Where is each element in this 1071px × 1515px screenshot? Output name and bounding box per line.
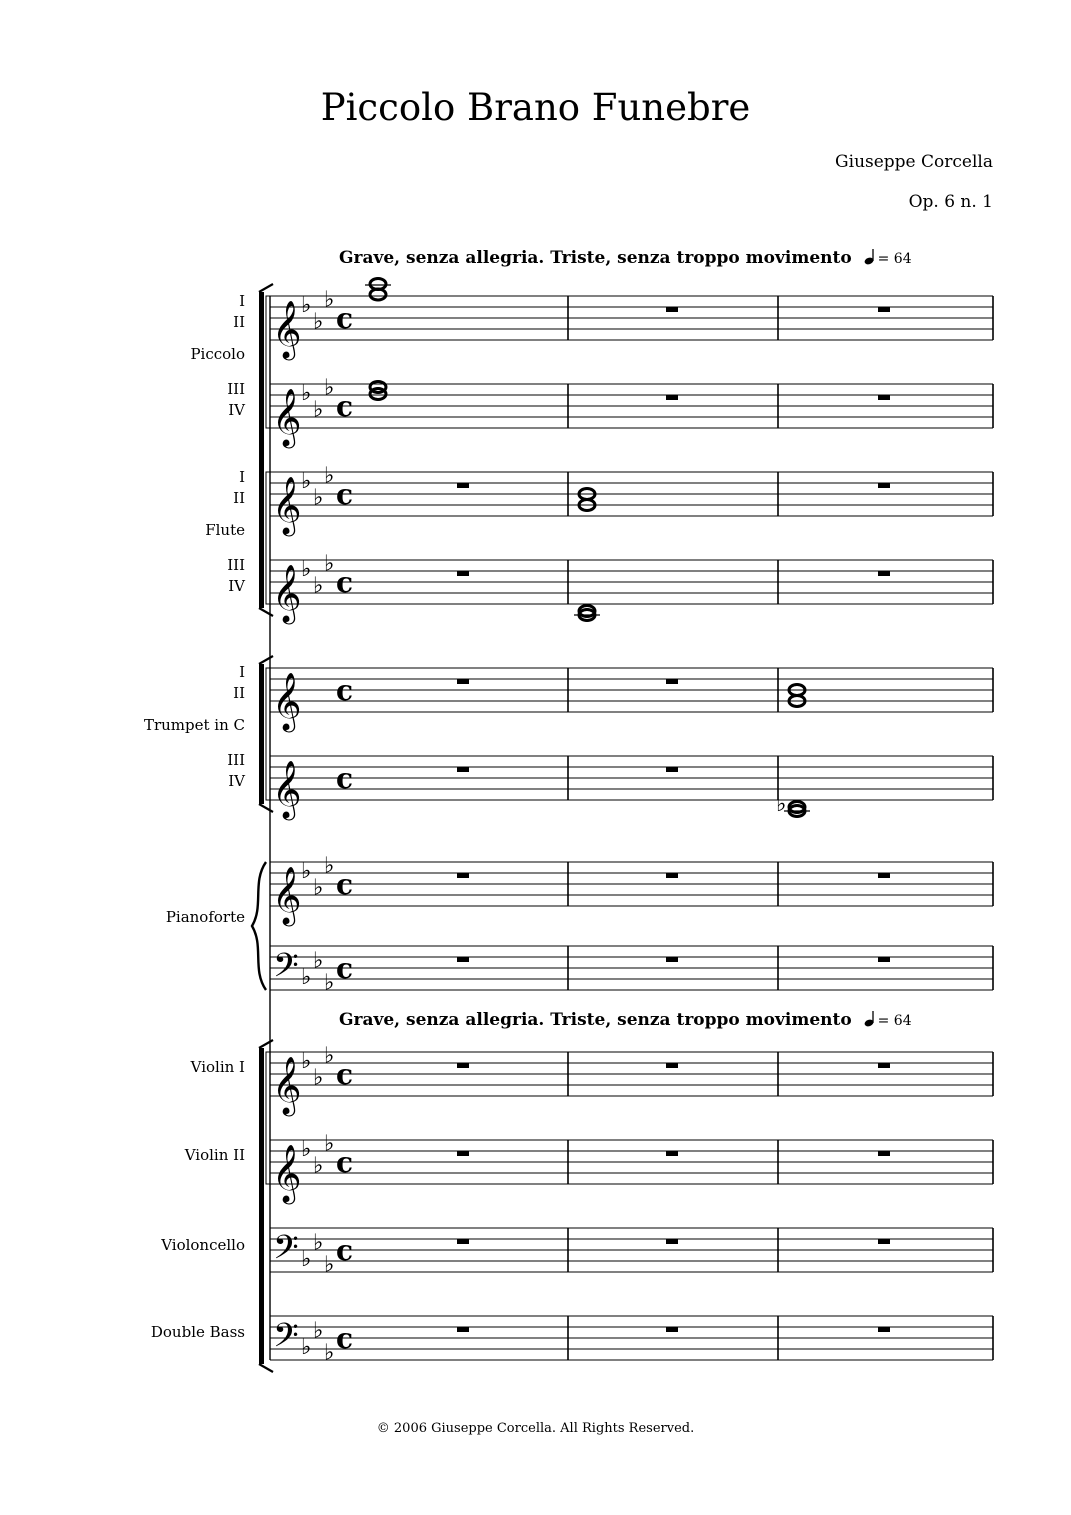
instrument-label-violoncello: Violoncello [161,1236,245,1254]
flat-icon: ♭ [301,1335,312,1360]
part-label-piccolo-iv: IV [228,401,245,419]
whole-rest-icon [878,1063,890,1068]
part-label-flute-iv: IV [228,577,245,595]
whole-rest-icon [666,1151,678,1156]
flat-icon: ♭ [313,397,324,423]
flat-icon: ♭ [324,287,335,313]
whole-rest-icon [457,767,469,772]
treble-clef-icon: 𝄞 [272,388,302,446]
bass-clef-icon: 𝄢 [273,1229,299,1275]
flat-icon: ♭ [313,309,324,335]
group-bracket [259,1048,264,1364]
common-time-icon: c [336,868,354,901]
common-time-icon: c [336,1322,354,1355]
composer-name: Giuseppe Corcella [835,152,993,172]
part-label-flute-i: I [239,468,245,486]
whole-rest-icon [457,1151,469,1156]
whole-rest-icon [457,571,469,576]
common-time-icon: c [336,762,354,795]
flat-icon: ♭ [301,293,312,318]
treble-clef-icon: 𝄞 [272,564,302,622]
common-time-icon: c [336,478,354,511]
part-label-piccolo-ii: II [233,313,245,331]
instrument-label-double-bass: Double Bass [150,1323,245,1341]
whole-rest-icon [457,957,469,962]
whole-rest-icon [878,1151,890,1156]
metronome-value: = 64 [877,251,912,267]
treble-clef-icon: 𝄞 [272,1144,302,1202]
flat-icon: ♭ [301,469,312,494]
common-time-icon: c [336,674,354,707]
whole-rest-icon [878,1327,890,1332]
treble-clef-icon: 𝄞 [272,300,302,358]
treble-clef-icon: 𝄞 [272,476,302,534]
flat-icon: ♭ [324,551,335,577]
flat-icon: ♭ [301,1049,312,1074]
instrument-label-flute: Flute [205,521,245,539]
tempo-text: Grave, senza allegria. Triste, senza troppo movimento [339,248,852,268]
part-label-trumpet-iii: III [227,751,245,769]
whole-rest-icon [666,1063,678,1068]
flat-icon: ♭ [313,948,324,974]
part-label-trumpet-i: I [239,663,245,681]
common-time-icon: c [336,302,354,335]
whole-rest-icon [666,395,678,400]
treble-clef-icon: 𝄞 [272,866,302,924]
flat-icon: ♭ [301,1247,312,1272]
whole-rest-icon [878,957,890,962]
flat-icon: ♭ [313,485,324,511]
instrument-label-pianoforte: Pianoforte [165,908,245,926]
whole-rest-icon [878,873,890,878]
opus-number: Op. 6 n. 1 [908,192,993,212]
part-label-piccolo-iii: III [227,380,245,398]
whole-rest-icon [666,307,678,312]
whole-rest-icon [878,1239,890,1244]
flat-icon: ♭ [301,381,312,406]
flat-icon: ♭ [301,965,312,990]
whole-rest-icon [457,679,469,684]
treble-clef-icon: 𝄞 [272,760,302,818]
flat-icon: ♭ [324,1252,335,1278]
flat-icon: ♭ [324,1340,335,1366]
flat-icon: ♭ [301,1137,312,1162]
whole-rest-icon [666,1327,678,1332]
common-time-icon: c [336,1146,354,1179]
part-label-trumpet-iv: IV [228,772,245,790]
bracket-hook-bottom [259,804,273,812]
copyright-notice: © 2006 Giuseppe Corcella. All Rights Reserved. [376,1421,695,1436]
whole-rest-icon [457,1239,469,1244]
group-bracket [259,292,264,608]
bass-clef-icon: 𝄢 [273,947,299,993]
instrument-label-violin-1: Violin I [190,1058,245,1076]
whole-rest-icon [666,957,678,962]
bass-clef-icon: 𝄢 [273,1317,299,1363]
score-title: Piccolo Brano Funebre [320,86,751,129]
flat-icon: ♭ [324,463,335,489]
bracket-hook-bottom [259,1364,273,1372]
treble-clef-icon: 𝄞 [272,1056,302,1114]
treble-clef-icon: 𝄞 [272,672,302,730]
whole-rest-icon [666,1239,678,1244]
common-time-icon: c [336,566,354,599]
whole-rest-icon [878,483,890,488]
common-time-icon: c [336,1234,354,1267]
whole-rest-icon [457,1327,469,1332]
part-label-trumpet-ii: II [233,684,245,702]
flat-icon: ♭ [313,1153,324,1179]
flat-icon: ♭ [324,375,335,401]
common-time-icon: c [336,952,354,985]
flat-icon: ♭ [313,1065,324,1091]
whole-rest-icon [666,679,678,684]
instrument-label-trumpet: Trumpet in C [143,716,245,734]
flat-icon: ♭ [313,1230,324,1256]
flat-icon: ♭ [324,1043,335,1069]
part-label-flute-ii: II [233,489,245,507]
bracket-hook-top [259,1040,273,1048]
flat-icon: ♭ [776,792,787,817]
whole-rest-icon [457,483,469,488]
whole-rest-icon [878,395,890,400]
instrument-label-violin-2: Violin II [184,1146,245,1164]
bracket-hook-bottom [259,608,273,616]
flat-icon: ♭ [324,853,335,879]
whole-rest-icon [666,767,678,772]
bracket-hook-top [259,656,273,664]
flat-icon: ♭ [313,875,324,901]
flat-icon: ♭ [313,1318,324,1344]
flat-icon: ♭ [324,970,335,996]
group-bracket [259,664,264,804]
flat-icon: ♭ [324,1131,335,1157]
flat-icon: ♭ [313,573,324,599]
flat-icon: ♭ [301,859,312,884]
tempo-text: Grave, senza allegria. Triste, senza troppo movimento [339,1010,852,1030]
metronome-value: = 64 [877,1013,912,1029]
bracket-hook-top [259,284,273,292]
piano-brace [252,862,266,990]
whole-rest-icon [878,571,890,576]
common-time-icon: c [336,390,354,423]
flat-icon: ♭ [301,557,312,582]
common-time-icon: c [336,1058,354,1091]
part-label-flute-iii: III [227,556,245,574]
whole-rest-icon [666,873,678,878]
instrument-label-piccolo: Piccolo [190,345,245,363]
part-label-piccolo-i: I [239,292,245,310]
whole-rest-icon [457,1063,469,1068]
whole-rest-icon [457,873,469,878]
whole-rest-icon [878,307,890,312]
